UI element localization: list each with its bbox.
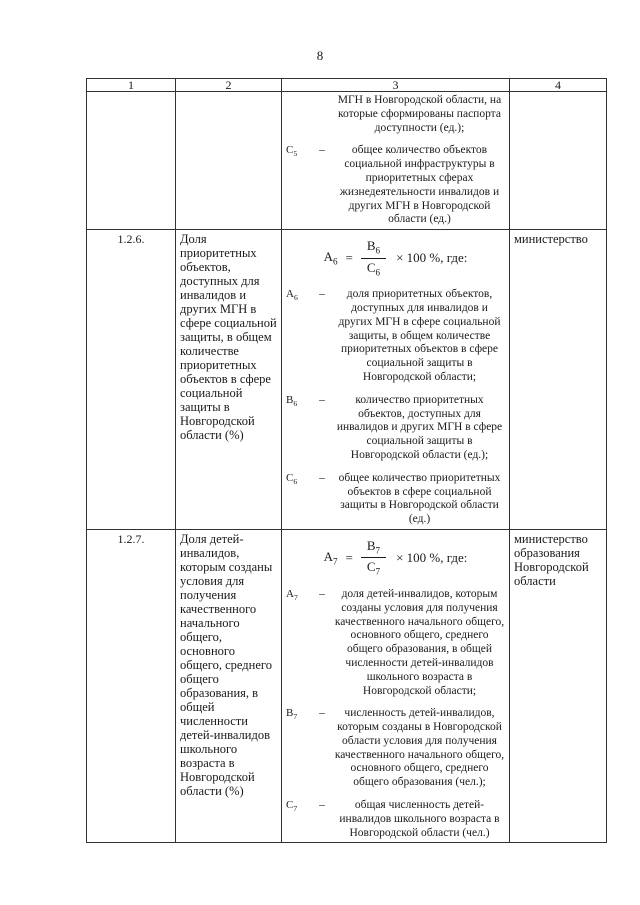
indicator-name: Доля детей-инвалидов, которым созданы условия для получения качественного начального общего, основного общего, среднего общего образования, в общей численности детей-инвалидов школьного возраста в Новгородской области (%) [176,529,282,843]
definition-dash: – [319,393,325,406]
definition-dash: – [319,144,325,157]
continuation-formula-cell [282,92,510,230]
definition-dash: – [319,587,325,600]
definition-text: количество приоритетных объектов, доступных для инвалидов и других МГН в сфере социальной защиты в Новгородской области (ед.); [336,393,503,461]
column-header-3: 3 [282,79,510,92]
formula-fraction: $\frac{В_6}{С_6}$ [361,238,386,278]
indicators-table [86,78,607,843]
continuation-row [87,92,607,230]
definition-symbol: $С_5$ [286,144,298,159]
continuation-lead-text: МГН в Новгородской области, на которые сформированы паспорта доступности (ед.); [337,94,502,134]
responsible-body: министерство [510,230,607,530]
definition-symbol: $В_7$ [286,707,298,722]
definition-c5 [286,144,505,227]
definition-b7 [286,707,505,790]
indicator-name: Доля приоритетных объектов, доступных для инвалидов и других МГН в сфере социальной защиты, в общем количестве приоритетных объектов в сфере социальной защиты в Новгородской области (%) [176,230,282,530]
definition-text: общее количество объектов социальной инфраструктуры в приоритетных сферах жизнедеятельности инвалидов и других МГН в Новгородской области (ед.) [339,144,500,226]
continuation-lead [286,94,505,135]
definition-dash: – [319,799,325,812]
definition-symbol: $А_6$ [286,288,298,303]
formula-cell [282,529,510,843]
definition-text: общая численность детей-инвалидов школьного возраста в Новгородской области (чел.) [339,799,500,839]
continuation-number-cell [87,92,176,230]
header-row [87,79,607,92]
table-row [87,529,607,843]
table-row [87,230,607,530]
column-header-2: 2 [176,79,282,92]
definition-b6 [286,394,505,463]
column-header-1: 1 [87,79,176,92]
continuation-indicator-cell [176,92,282,230]
formula-cell [282,230,510,530]
definition-c6 [286,472,505,527]
definition-a7 [286,588,505,698]
definition-dash: – [319,707,325,720]
row-number: 1.2.7. [87,529,176,843]
definition-c7 [286,799,505,840]
formula: $А_6$ = $\frac{В_6}{С_6}$ × 100 %, где: [323,238,468,278]
definition-a6 [286,288,505,385]
definition-symbol: $С_6$ [286,471,298,486]
responsible-body: министерство образования Новгородской области [510,529,607,843]
definition-text: общее количество приоритетных объектов в сфере социальной защиты в Новгородской области (ед.) [338,471,501,526]
definition-text: численность детей-инвалидов, которым созданы в Новгородской области условия для получения качественного начального общего, основного общего, среднего общего образования (чел.); [334,707,505,789]
formula: $А_7$ = $\frac{В_7}{С_7}$ × 100 %, где: [323,537,468,578]
definition-dash: – [319,471,325,484]
formula-fraction: $\frac{В_7}{С_7}$ [361,538,386,578]
page-number: 8 [316,48,324,63]
continuation-responsible-cell [510,92,607,230]
definition-text: доля приоритетных объектов, доступных для инвалидов и других МГН в сфере социальной защиты, в общем количестве приоритетных объектов в сфере социальной защиты в Новгородской области; [338,288,501,383]
definition-dash: – [319,288,325,301]
definition-symbol: $С_7$ [286,799,298,814]
definition-symbol: $А_7$ [286,587,298,603]
row-number: 1.2.6. [87,230,176,530]
column-header-4: 4 [510,79,607,92]
definition-symbol: $В_6$ [286,393,298,408]
definition-text: доля детей-инвалидов, которым созданы условия для получения качественного начального общего, основного общего, среднего общего образования, в общей численности детей-инвалидов школьного возраста в Новгородской области; [334,587,505,697]
